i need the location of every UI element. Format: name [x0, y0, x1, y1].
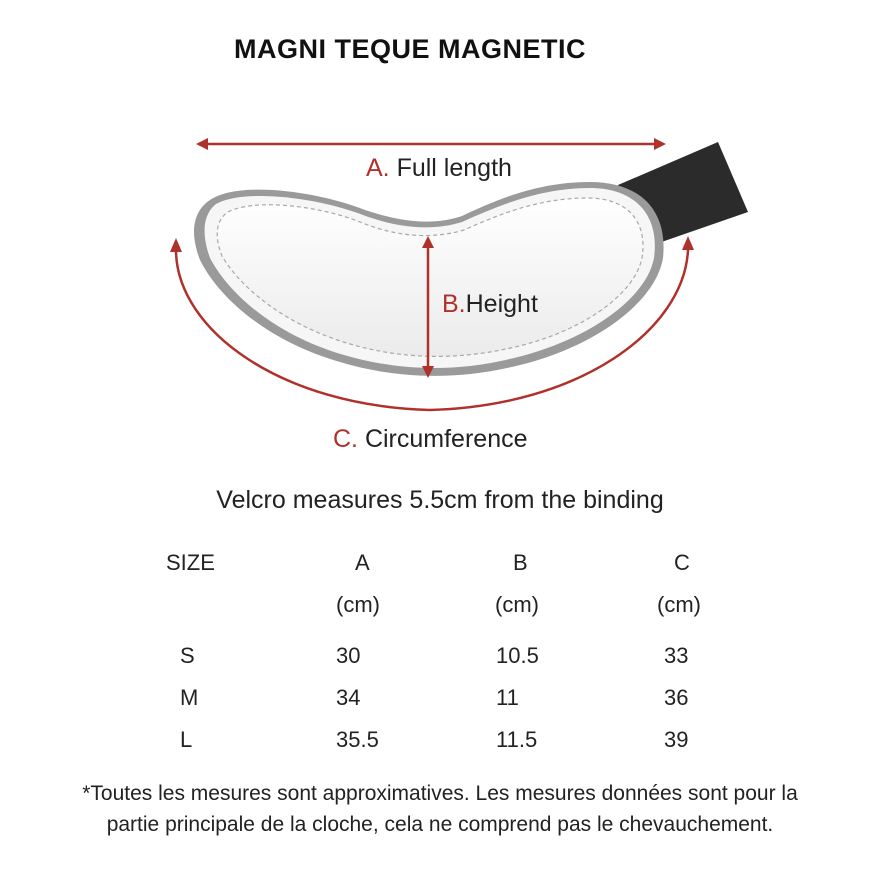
table-cell-size: M [180, 685, 199, 710]
header-b-unit: (cm) [495, 592, 539, 617]
table-cell-size: L [180, 727, 193, 752]
header-size: SIZE [166, 550, 215, 575]
velcro-note: Velcro measures 5.5cm from the binding [216, 486, 664, 514]
label-circumference [333, 425, 528, 454]
label-letter: A. [366, 154, 390, 182]
label-letter: C. [333, 425, 358, 453]
header-c: C [674, 550, 690, 575]
label-text: Circumference [364, 425, 528, 453]
arrow-full-length [196, 138, 666, 150]
footnote: *Toutes les mesures sont approximatives. Les mesures données sont pour la partie principale de la cloche, cela ne comprend pas le chevauchement. [82, 782, 798, 836]
table-cell-c: 36 [664, 685, 689, 710]
table-cell-a: 34 [336, 685, 361, 710]
table-cell-c: 39 [664, 727, 689, 752]
header-b: B [513, 550, 528, 575]
table-cell-size: S [180, 643, 195, 668]
table-cell-a: 30 [336, 643, 361, 668]
header-c-unit: (cm) [657, 592, 701, 617]
label-letter: B. [442, 290, 466, 318]
header-a: A [355, 550, 370, 575]
label-height [442, 290, 538, 319]
table-cell-b: 11 [496, 685, 519, 710]
page-title: MAGNI TEQUE MAGNETIC [234, 34, 586, 64]
size-table [0, 540, 892, 760]
label-full-length [366, 154, 512, 183]
header-a-unit: (cm) [336, 592, 380, 617]
table-cell-b: 11.5 [496, 727, 538, 752]
label-text: Full length [396, 154, 512, 182]
table-cell-c: 33 [664, 643, 689, 668]
label-text: Height [465, 290, 538, 318]
table-cell-a: 35.5 [336, 727, 379, 752]
table-cell-b: 10.5 [496, 643, 539, 668]
